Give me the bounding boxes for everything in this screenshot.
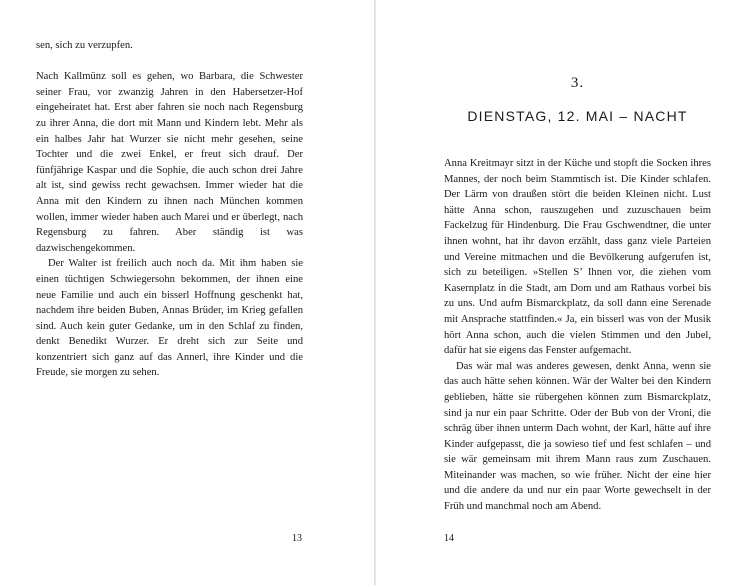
page-number-left: 13 — [292, 533, 302, 544]
left-paragraph-1: sen, sich zu verzupfen. — [36, 40, 133, 51]
left-page-text — [36, 38, 303, 381]
page-number-right: 14 — [444, 533, 454, 544]
left-paragraph-3: Der Walter ist freilich auch noch da. Mit ihm haben sie einen tüchtigen Schwiegersohn bekommen, der ihnen eine neue Familie und auch ein bisserl Hoffnung geschenkt hat, nachdem ihre beiden Buben, Annas Brüder, im Krieg gefallen sind. Auch kein guter Gedanke, um in den Schlaf zu finden, denkt Benedikt Wurzer. Er dreht sich zur Seite und konzentriert sich ganz auf das Annerl, ihre Kinder und die Freude, sie morgen zu sehen. — [36, 258, 303, 379]
right-page-text — [444, 156, 711, 515]
left-paragraph-2: Nach Kallmünz soll es gehen, wo Barbara, die Schwester seiner Frau, vor zwanzig Jahren in den Habersetzer-Hof eingeheiratet hat. Erst aber fahren sie noch nach Regensburg zu ihrer Anna, die dort mit Mann und Kindern lebt. Mehr als ein halbes Jahr hat Wurzer sie nicht mehr gesehen, seine Tochter und die zwei Enkel, er freut sich drauf. Der fünfjährige Kaspar und die Sophie, die auch schon drei Jahre alt ist, sind gewiss recht gewachsen. Immer wieder hat die Anna mit den Kindern zu ihnen nach München kommen wollen, immer wieder haben auch Marei und er überlegt, nach Regensburg zu fahren. Aber ständig ist was dazwischengekommen. — [36, 71, 303, 254]
right-paragraph-1: Anna Kreitmayr sitzt in der Küche und stopft die Socken ihres Mannes, der noch beim Stammtisch ist. Die Kinder schlafen. Der Lärm von draußen stört die beiden Kleinen nicht. Lust hätte Anna schon, rauszugehen und zuzuschauen beim Fackelzug für Hindenburg. Die Frau Gschwendtner, die unter ihnen wohnt, hat ihr davon erzählt, dass ganz viele Parteien und Vereine mitmachen und die Bevölkerung aufgerufen ist, sich zu beteiligen. »Stellen S’ Ihnen vor, die ziehen vom Kasernplatz in die Stadt, am Dom und am Rathaus vorbei bis zu uns. Und aufm Bismarckplatz, da soll dann eine Serenade mit Ansprache stattfinden.« Ja, ein bisserl was von der Musik hört Anna schon, auch die vielen Stimmen und den Jubel, dafür hat sie eigens das Fenster aufgemacht. — [444, 158, 711, 357]
chapter-number: 3. — [570, 75, 585, 91]
chapter-title: DIENSTAG, 12. MAI – NACHT — [467, 108, 688, 124]
right-paragraph-2: Das wär mal was anderes gewesen, denkt Anna, wenn sie das auch hätte sehen können. Wär der Walter bei den Kindern geblieben, hätte sie rübergehen können zum Bismarckplatz, sind ja nur ein paar Schritte. Oder der Bub von der Vroni, die schräg über ihnen unterm Dach wohnt, der Karl, hätte auf ihre Kinder aufgepasst, die ja sowieso tief und fest schlafen – und sie wär gemeinsam mit ihrem Mann raus zum Zuschauen. Miteinander was machen, so wie früher. Nicht der eine hier und die andere da und nur ein paar Worte gewechselt in der Früh und manchmal noch am Abend. — [444, 360, 711, 513]
